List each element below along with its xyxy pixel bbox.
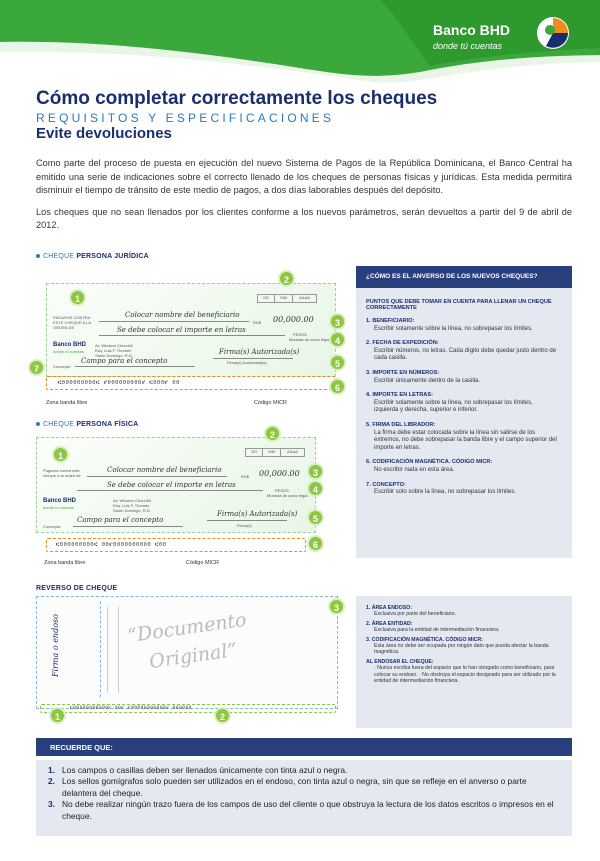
micr-label: Código MICR (186, 560, 220, 566)
brand-slogan: donde tú cuentas (433, 41, 503, 51)
callout-badge: 1 (52, 446, 69, 463)
page-subtitle: REQUISITOS Y ESPECIFICACIONES (36, 111, 335, 125)
payee-field: Colocar nombre del beneficiario (125, 311, 240, 319)
entity-area (107, 607, 119, 693)
reverse-item: AL ENDOSAR EL CHEQUE: · Nunca escriba fuera del espacio que le han otorgado como beneficiario, para colocar su endoso. · No obstruya el espacio designado para ser utilizado por la entidad de intermediación financiera. (366, 658, 556, 685)
callout-badge: 4 (307, 480, 324, 497)
intro-paragraph: Como parte del proceso de puesta en ejecución del nuevo Sistema de Pagos de la República Dominicana, el Banco Central ha emitido una serie de indicaciones sobre el correcto llenado de los cheques de personas físicas y jurídicas. Esta medida permitirá disminuir el tiempo de tránsito de este medio de pagos, a dos días laborables después del depósito. (36, 158, 572, 195)
currency-note: Moneda de curso legal (289, 337, 330, 342)
panel-item: 1. BENEFICIARIO: Escribir solamente sobre la línea, no sobrepasar los límites. (366, 318, 533, 332)
concept-label: Concepto: (43, 524, 62, 529)
callout-badge: 2 (264, 425, 281, 442)
words-field: Se debe colocar el importe en letras (107, 481, 236, 489)
bank-address: Av. Winston Churchill Esq. Luis F. Thomén Santo Domingo, R.D. (113, 498, 151, 513)
panel-item: 3. IMPORTE EN NÚMEROS: Escribir únicamente dentro de la casilla. (366, 369, 481, 384)
panel-header: ¿CÓMO ES EL ANVERSO DE LOS NUEVOS CHEQUES? (356, 266, 572, 288)
pay-order-label: Páguese contra este cheque a la orden de (43, 468, 81, 478)
bank-name: Banco BHD (53, 342, 87, 348)
amount-field: 00,000.00 (259, 469, 300, 478)
bank-address: Av. Winston Churchill Esq. Luis F. Thomén Santo Domingo, R.D. (95, 343, 133, 358)
panel-item: 6. CODIFICACIÓN MAGNÉTICA. CÓDIGO MICR: No escribir nada en esta área. (366, 459, 493, 473)
currency-note: Moneda de curso legal (267, 493, 308, 498)
free-zone-label: Zona banda libre (46, 400, 88, 406)
instructions-panel (356, 266, 572, 558)
intro-text (36, 157, 572, 241)
remember-item: 1. Los campos o casillas deben ser llenados únicamente con tinta azul o negra. (48, 765, 348, 775)
watermark-line2: Original” (147, 638, 239, 674)
page-title: Cómo completar correctamente los cheques (36, 88, 438, 109)
intro-paragraph: Los cheques que no sean llenados por los clientes conforme a los nuevos parámetros, serán devueltos a partir del 9 de abril de 2012. (36, 206, 572, 230)
remember-header: RECUERDE QUE: (36, 738, 572, 756)
signature-field: Firma(s) Autorizada(s) (217, 510, 298, 518)
bullet-icon (36, 254, 40, 258)
micr-label: Código MICR (254, 400, 288, 406)
callout-badge: 6 (329, 378, 346, 395)
callout-badge: 5 (329, 354, 346, 371)
pay-order-label: PÁGUESE CONTRA ESTE CHEQUE A LA ORDEN DE (53, 315, 91, 330)
panel-item: 7. CONCEPTO: Escribir solo sobre la línea, no sobrepasar los límites. (366, 481, 517, 496)
currency-label: RD$ (253, 320, 262, 325)
panel-item: 4. IMPORTE EN LETRAS: Escribir solamente sobre la línea, no sobrepasar los límites, izquierda y derecha, superior e inferior. (366, 392, 533, 414)
cheque2-label: CHEQUE PERSONA FÍSICA (36, 421, 138, 428)
reverse-item: 1. ÁREA ENDOSO: Exclusiva por parte del beneficiario. (366, 605, 456, 618)
concept-label: Concepto: (53, 364, 72, 369)
bhd-logo-icon (536, 16, 570, 50)
endorse-text: Firma o endoso (51, 614, 60, 677)
remember-list (36, 760, 572, 836)
signature-label: Firma(s) (237, 523, 252, 528)
panel-item: 2. FECHA DE EXPEDICIÓN: Escribir números, no letras. Cada dígito debe quedar justo dentro de cada casilla. (366, 340, 557, 362)
callout-badge: 4 (329, 331, 346, 348)
pesos-label: PESOS (293, 332, 307, 337)
amount-field: 00,000.00 (273, 315, 314, 324)
brand-name: Banco BHD (433, 22, 511, 38)
reverse-label: REVERSO DE CHEQUE (36, 585, 118, 592)
bank-slogan: donde tú cuentas (43, 505, 74, 510)
concept-field: Campo para el concepto (81, 357, 168, 365)
callout-badge: 3 (307, 463, 324, 480)
callout-badge: 1 (69, 289, 86, 306)
callout-badge: 2 (278, 270, 295, 287)
bank-name: Banco BHD (43, 498, 77, 504)
endorse-area (41, 601, 101, 697)
free-zone-label: Zona banda libre (44, 560, 86, 566)
reverse-item: 3. CODIFICACIÓN MAGNÉTICA. CÓDIGO MICR: Esta área no debe ser ocupada por ningún dato que pueda afectar la banda magnética. (366, 636, 549, 656)
reverse-panel (356, 596, 572, 728)
signature-field: Firma(s) Autorizada(s) (219, 348, 300, 356)
cheque2-front (36, 437, 316, 533)
callout-badge: 7 (28, 359, 45, 376)
panel-item: 5. FIRMA DEL LIBRADOR: La firma debe estar colocada sobre la línea sin salirse de los extremos, no debe sobrepasar la banda libre y el campo superior del importe en letras. (366, 421, 557, 451)
cheque1-label: CHEQUE PERSONA JURÍDICA (36, 253, 149, 260)
remember-item: 2. Los sellos gomígrafos solo pueden ser utilizados en el endoso, con tinta azul o negra, sin que se refleje en el anverso o parte delantera del cheque. (48, 776, 527, 798)
callout-badge: 3 (328, 598, 345, 615)
words-field: Se debe colocar el importe en letras (117, 326, 246, 334)
cheque1-front (46, 283, 336, 377)
callout-badge: 1 (49, 707, 66, 724)
concept-field: Campo para el concepto (77, 516, 164, 524)
remember-item: 3. No debe realizar ningún trazo fuera de los campos de uso del cliente o que obstruya la lectura de los datos escritos o impresos en el cheque. (48, 799, 554, 821)
date-boxes: DD MM AAAA (245, 448, 305, 457)
page-subtitle-2: Evite devoluciones (36, 125, 172, 142)
reverse-micr: ⑆00000000000⑆ 00⑈ ⑆99990000000⑈ 000000 (70, 706, 192, 711)
cheque-reverse (36, 596, 338, 709)
reverse-item: 2. ÁREA ENTIDAD: Exclusiva para la entidad de intermediación financiera. (366, 620, 500, 634)
micr-line: ⑆000000000⑆ ⑈000000000⑈ ⑆000⑈ 00 (58, 380, 180, 386)
callout-badge: 6 (307, 535, 324, 552)
payee-field: Colocar nombre del beneficiario (107, 466, 222, 474)
panel-title: PUNTOS QUE DEBE TOMAR EN CUENTA PARA LLENAR UN CHEQUE CORRECTAMENTE (366, 299, 552, 311)
date-boxes: DD MM AAAA (257, 294, 317, 303)
micr-line: ⑆000000000⑆ 00⑈0000000000 ⑆00 (56, 542, 167, 548)
header-banner (0, 0, 600, 86)
pesos-label: PESOS (275, 488, 289, 493)
currency-label: RD$ (241, 474, 250, 479)
bank-slogan: donde tú cuentas (53, 349, 84, 354)
callout-badge: 2 (214, 707, 231, 724)
callout-badge: 3 (329, 313, 346, 330)
bullet-icon (36, 422, 40, 426)
callout-badge: 5 (307, 509, 324, 526)
watermark-line1: “Documento (126, 608, 248, 648)
signature-label: Firma(s) Autorizada(s) (227, 360, 267, 365)
